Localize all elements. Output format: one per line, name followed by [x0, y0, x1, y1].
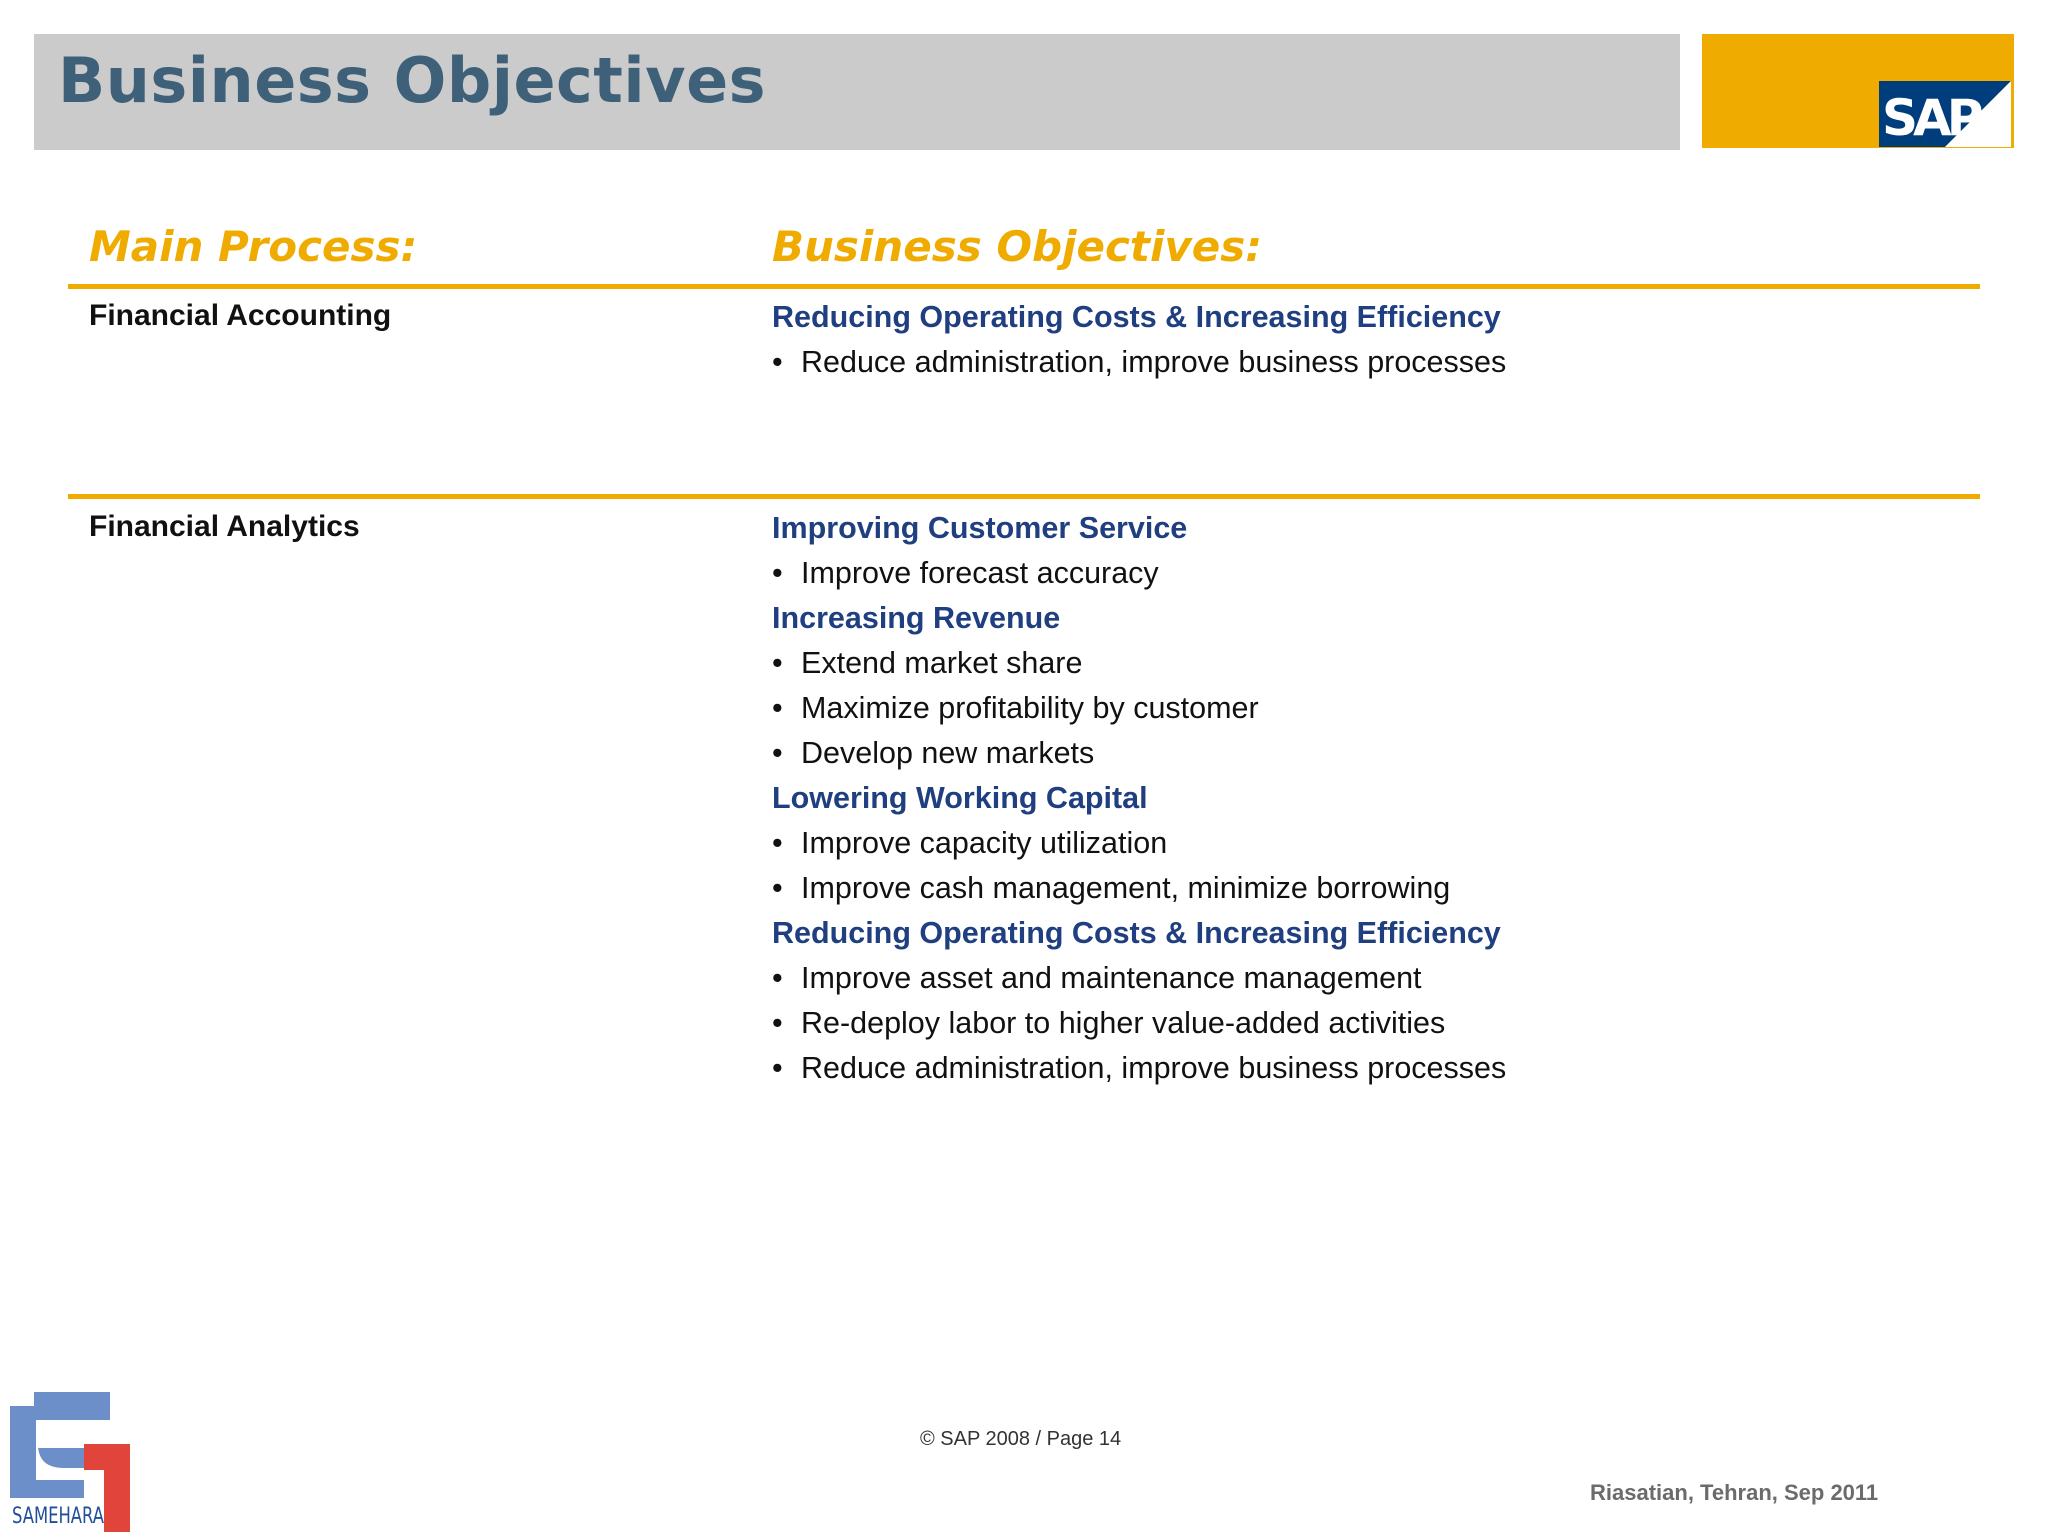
objective-item: • Reduce administration, improve business processes — [772, 1051, 1507, 1085]
objective-heading: Increasing Revenue — [772, 601, 1061, 635]
objective-item: • Develop new markets — [772, 736, 1095, 770]
business-objectives-heading: Business Objectives: — [772, 222, 1262, 271]
objective-heading: Improving Customer Service — [772, 511, 1188, 545]
objective-heading: Reducing Operating Costs & Increasing Efficiency — [772, 300, 1501, 334]
samehara-logo-text: SAMEHARA — [12, 1504, 104, 1529]
sap-logo-box — [1702, 34, 2014, 148]
sap-logo-text: SAP — [1882, 89, 1979, 147]
author-credit: Riasatian, Tehran, Sep 2011 — [1590, 1480, 1879, 1505]
page-title: Business Objectives — [58, 44, 767, 117]
process-financial-analytics: Financial Analytics — [89, 510, 360, 543]
objective-item: • Improve forecast accuracy — [772, 556, 1159, 590]
objective-item: • Reduce administration, improve business processes — [772, 345, 1507, 379]
samehara-logo — [8, 1392, 136, 1532]
sap-logo — [1879, 81, 2011, 147]
objective-item: • Improve asset and maintenance management — [772, 961, 1422, 995]
objective-item: • Re-deploy labor to higher value-added activities — [772, 1006, 1446, 1040]
objective-item: • Maximize profitability by customer — [772, 691, 1259, 725]
page-number: © SAP 2008 / Page 14 — [920, 1428, 1122, 1450]
main-process-heading: Main Process: — [89, 222, 418, 271]
divider-top — [68, 284, 1980, 289]
objectives-financial-analytics — [772, 506, 1506, 1091]
objective-heading: Lowering Working Capital — [772, 781, 1148, 815]
objective-item: • Improve cash management, minimize borrowing — [772, 871, 1451, 905]
objective-item: • Improve capacity utilization — [772, 826, 1168, 860]
objective-item: • Extend market share — [772, 646, 1083, 680]
objectives-financial-accounting — [772, 295, 1506, 385]
objective-heading: Reducing Operating Costs & Increasing Efficiency — [772, 916, 1501, 950]
process-financial-accounting: Financial Accounting — [89, 299, 392, 332]
title-bar — [34, 34, 1680, 150]
divider-middle — [68, 494, 1980, 499]
